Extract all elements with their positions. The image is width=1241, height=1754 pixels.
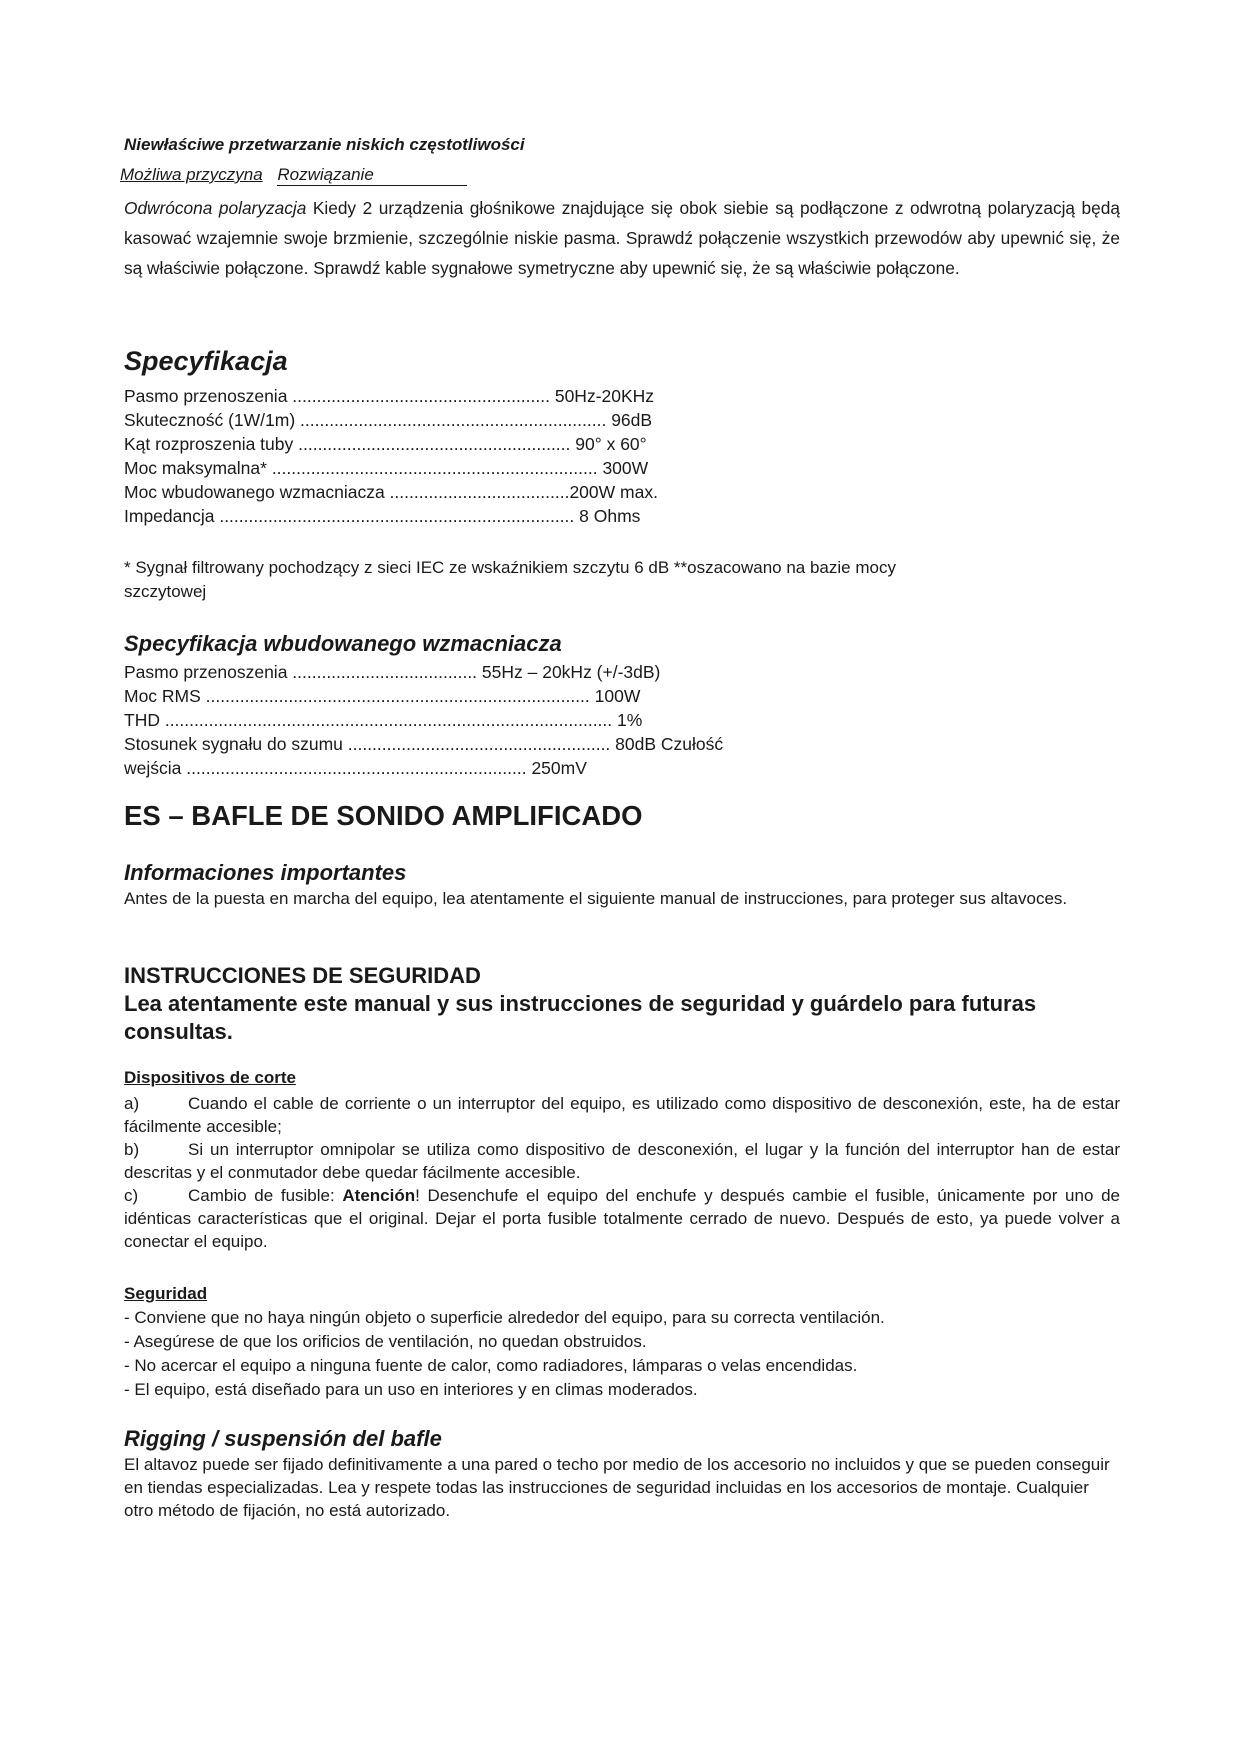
safety-subheading: Lea atentamente este manual y sus instrucciones de seguridad y guárdelo para futuras consultas.: [124, 991, 1037, 1044]
spec-row: Impedancja ......................................................................... 8 Ohms: [124, 506, 641, 526]
spec-row: Kąt rozproszenia tuby ........................................................ 90° x 60°: [124, 434, 647, 454]
spec-footnote: * Sygnał filtrowany pochodzący z sieci IEC ze wskaźnikiem szczytu 6 dB **oszacowano na bazie mocy szczytowej: [124, 558, 896, 601]
item-text: Cuando el cable de corriente o un interruptor del equipo, es utilizado como dispositivo de desconexión, este, ha de estar fácilmente accesible;: [124, 1094, 1120, 1136]
info-text: Antes de la puesta en marcha del equipo, lea atentamente el siguiente manual de instrucciones, para proteger sus altavoces.: [124, 889, 1068, 908]
spec-row: Skuteczność (1W/1m) ............................................................... 96dB: [124, 410, 653, 430]
list-item: - Asegúrese de que los orificios de ventilación, no quedan obstruidos.: [124, 1332, 647, 1351]
amp-spec-row: THD ............................................................................................ 1%: [124, 710, 643, 730]
list-item: - No acercar el equipo a ninguna fuente de calor, como radiadores, lámparas o velas encendidas.: [124, 1356, 858, 1375]
troubleshoot-columns: [120, 165, 1120, 186]
amp-spec-list: [124, 660, 1124, 780]
spec-row: Pasmo przenoszenia ..................................................... 50Hz-20KHz: [124, 386, 655, 406]
disconnect-devices-heading: Dispositivos de corte: [124, 1068, 296, 1087]
list-item: [124, 1092, 1120, 1138]
safety-heading: INSTRUCCIONES DE SEGURIDAD: [124, 963, 481, 988]
spec-row: Moc maksymalna* ................................................................... 300W: [124, 458, 649, 478]
amp-spec-heading: Specyfikacja wbudowanego wzmacniacza: [124, 631, 562, 656]
list-item: - El equipo, está diseñado para un uso en interiores y en climas moderados.: [124, 1380, 698, 1399]
safety-list: [124, 1306, 1124, 1402]
item-label: a): [124, 1094, 140, 1113]
safety-heading-block: [124, 962, 1124, 1046]
list-item: [124, 1184, 1120, 1253]
info-heading: Informaciones importantes: [124, 860, 407, 885]
item-text: Cambio de fusible:: [188, 1186, 343, 1205]
disconnect-devices-list: [124, 1092, 1120, 1253]
troubleshoot-cause: Odwrócona polaryzacja: [124, 198, 307, 218]
spec-heading: Specyfikacja: [124, 346, 288, 376]
column-cause: Możliwa przyczyna: [120, 165, 263, 184]
rigging-text: El altavoz puede ser fijado definitivamente a una pared o techo por medio de los accesorio no incluidos y que se pueden conseguir en tiendas especializadas. Lea y respete todas las instrucciones de seguridad incluidas en los accesorios de montaje. Cualquier otro método de fijación, no está autorizado.: [124, 1455, 1110, 1520]
rigging-heading: Rigging / suspensión del bafle: [124, 1426, 442, 1451]
safety-subsection-heading: Seguridad: [124, 1284, 208, 1303]
item-label: b): [124, 1140, 140, 1159]
amp-spec-row: Moc RMS ............................................................................... 100W: [124, 686, 641, 706]
item-text: ! Desenchufe el equipo del enchufe y después cambie el fusible, únicamente por uno de idénticas características que el original. Dejar el porta fusible totalmente cerrado de nuevo. Después de esto, ya puede volver a conectar el equipo.: [124, 1186, 1120, 1251]
list-item: - Conviene que no haya ningún objeto o superficie alrededor del equipo, para su correcta ventilación.: [124, 1308, 885, 1327]
troubleshoot-solution: Kiedy 2 urządzenia głośnikowe znajdujące się obok siebie są podłączone z odwrotną polaryzacją będą kasować wzajemnie swoje brzmienie, szczególnie niskie pasma. Sprawdź połączenie wszystkich przewodów aby upewnić się, że są właściwie połączone. Sprawdź kable sygnałowe symetryczne aby upewnić się, że są właściwie połączone.: [124, 198, 1121, 278]
troubleshoot-entry: [124, 193, 1120, 283]
item-warning: Atención: [342, 1186, 416, 1205]
item-text: Si un interruptor omnipolar se utiliza como dispositivo de desconexión, el lugar y la función del interruptor han de estar descritas y el conmutador debe quedar fácilmente accesible.: [124, 1140, 1120, 1182]
item-label: c): [124, 1186, 139, 1205]
spec-list: [124, 384, 1124, 528]
troubleshoot-title: Niewłaściwe przetwarzanie niskich częstotliwości: [124, 135, 525, 154]
spec-row: Moc wbudowanego wzmacniacza .....................................200W max.: [124, 482, 658, 502]
amp-spec-row: Pasmo przenoszenia ...................................... 55Hz – 20kHz (+/-3dB): [124, 662, 661, 682]
amp-spec-row: Stosunek sygnału do szumu ...................................................... 80dB Czułość: [124, 734, 724, 754]
section-heading-es: ES – BAFLE DE SONIDO AMPLIFICADO: [124, 800, 643, 831]
column-solution: Rozwiązanie: [277, 165, 467, 186]
amp-spec-row: wejścia ...................................................................... 250mV: [124, 758, 587, 778]
list-item: [124, 1138, 1120, 1184]
